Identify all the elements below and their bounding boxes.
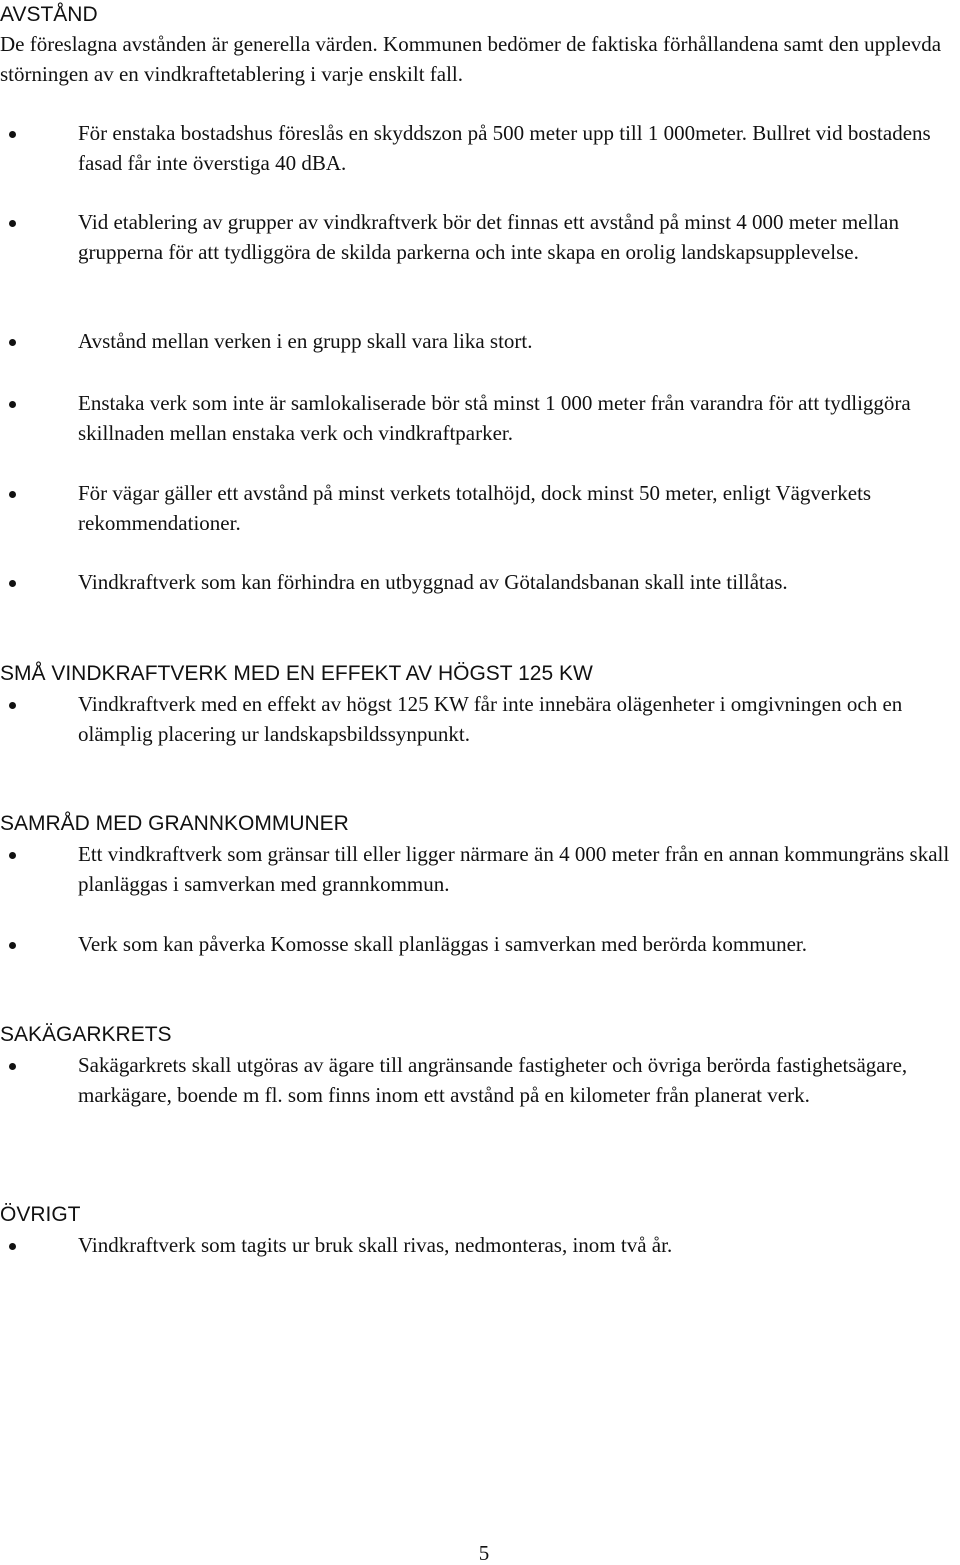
bullet-text: Enstaka verk som inte är samlokaliserade bör stå minst 1 000 meter från varandra för att tydliggöra skillnaden mellan enstaka verk och vindkraftparker.	[78, 391, 911, 445]
bullet-item	[78, 119, 958, 178]
bullet-item	[78, 327, 958, 357]
bullet-text: Avstånd mellan verken i en grupp skall vara lika stort.	[78, 329, 533, 353]
bullet-item	[78, 690, 958, 749]
page-number: 5	[478, 1541, 490, 1565]
section-heading-samrad: SAMRÅD MED GRANNKOMMUNER	[0, 812, 349, 835]
section-heading-avstand: AVSTÅND	[0, 3, 98, 26]
bullet-text: För vägar gäller ett avstånd på minst verkets totalhöjd, dock minst 50 meter, enligt Vägverkets rekommendationer.	[78, 481, 872, 535]
bullet-item	[78, 568, 958, 598]
bullet-item	[78, 1231, 958, 1261]
bullet-text: Vindkraftverk med en effekt av högst 125 KW får inte innebära olägenheter i omgivningen och en olämplig placering ur landskapsbildssynpunkt.	[78, 692, 903, 746]
bullet-text: Vid etablering av grupper av vindkraftverk bör det finnas ett avstånd på minst 4 000 meter mellan grupperna för att tydliggöra de skilda parkerna och inte skapa en orolig landskapsupplevelse.	[78, 210, 899, 264]
bullet-text: Verk som kan påverka Komosse skall planläggas i samverkan med berörda kommuner.	[78, 932, 807, 956]
section-heading-sakagarkrets: SAKÄGARKRETS	[0, 1023, 172, 1046]
bullet-item	[78, 930, 958, 960]
intro-paragraph: De föreslagna avstånden är generella värden. Kommunen bedömer de faktiska förhållandena samt den upplevda störningen av en vindkraftetablering i varje enskilt fall.	[0, 32, 942, 86]
section-heading-ovrigt: ÖVRIGT	[0, 1203, 81, 1226]
bullet-text: Vindkraftverk som tagits ur bruk skall rivas, nedmonteras, inom två år.	[78, 1233, 673, 1257]
bullet-text: Vindkraftverk som kan förhindra en utbyggnad av Götalandsbanan skall inte tillåtas.	[78, 570, 788, 594]
bullet-text: Sakägarkrets skall utgöras av ägare till angränsande fastigheter och övriga berörda fastighetsägare, markägare, boende m fl. som finns inom ett avstånd på en kilometer från planerat verk.	[78, 1053, 908, 1107]
section-heading-sma-vindkraftverk: SMÅ VINDKRAFTVERK MED EN EFFEKT AV HÖGST 125 KW	[0, 662, 593, 685]
bullet-item	[78, 1051, 958, 1110]
bullet-item	[78, 840, 958, 899]
bullet-text: Ett vindkraftverk som gränsar till eller ligger närmare än 4 000 meter från en annan kommungräns skall planläggas i samverkan med grannkommun.	[78, 842, 950, 896]
bullet-item	[78, 208, 958, 267]
bullet-item	[78, 389, 958, 448]
bullet-item	[78, 479, 958, 538]
bullet-text: För enstaka bostadshus föreslås en skyddszon på 500 meter upp till 1 000meter. Bullret vid bostadens fasad får inte överstiga 40 dBA.	[78, 121, 931, 175]
